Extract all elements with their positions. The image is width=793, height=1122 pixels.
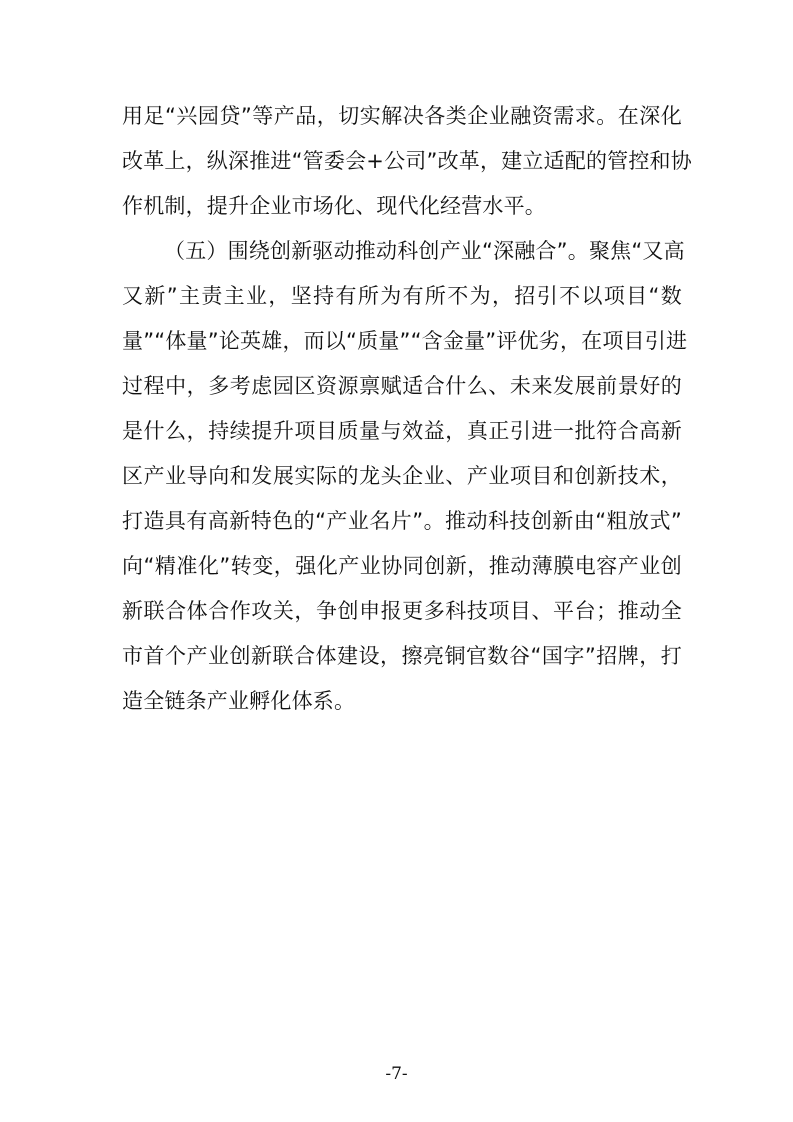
text-line: 量”“体量”论英雄，而以“质量”“含金量”评优劣，在项目引进 bbox=[122, 329, 688, 353]
text-line: 造全链条产业孵化体系。 bbox=[122, 689, 356, 713]
text-line: 又新”主责主业，坚持有所为有所不为，招引不以项目“数 bbox=[122, 284, 682, 308]
text-line: 区产业导向和发展实际的龙头企业、产业项目和创新技术， bbox=[122, 464, 682, 488]
text-line: 用足“兴园贷”等产品，切实解决各类企业融资需求。在深化 bbox=[122, 104, 682, 128]
text-line: 打造具有高新特色的“产业名片”。推动科技创新由“粗放式” bbox=[122, 509, 682, 533]
text-line: 作机制，提升企业市场化、现代化经营水平。 bbox=[122, 194, 546, 218]
text-line: （五）围绕创新驱动推动科创产业“深融合”。聚焦“又高 bbox=[164, 239, 685, 263]
text-line: 向“精准化”转变，强化产业协同创新，推动薄膜电容产业创 bbox=[122, 554, 682, 578]
text-line: 是什么，持续提升项目质量与效益，真正引进一批符合高新 bbox=[122, 419, 682, 443]
page-number: -7- bbox=[385, 1064, 408, 1084]
text-line: 市首个产业创新联合体建设，擦亮铜官数谷“国字”招牌，打 bbox=[122, 644, 682, 668]
text-line: 改革上，纵深推进“管委会+公司”改革，建立适配的管控和协 bbox=[122, 149, 692, 173]
text-line: 过程中，多考虑园区资源禀赋适合什么、未来发展前景好的 bbox=[122, 374, 682, 398]
text-line: 新联合体合作攻关，争创申报更多科技项目、平台；推动全 bbox=[122, 599, 682, 623]
